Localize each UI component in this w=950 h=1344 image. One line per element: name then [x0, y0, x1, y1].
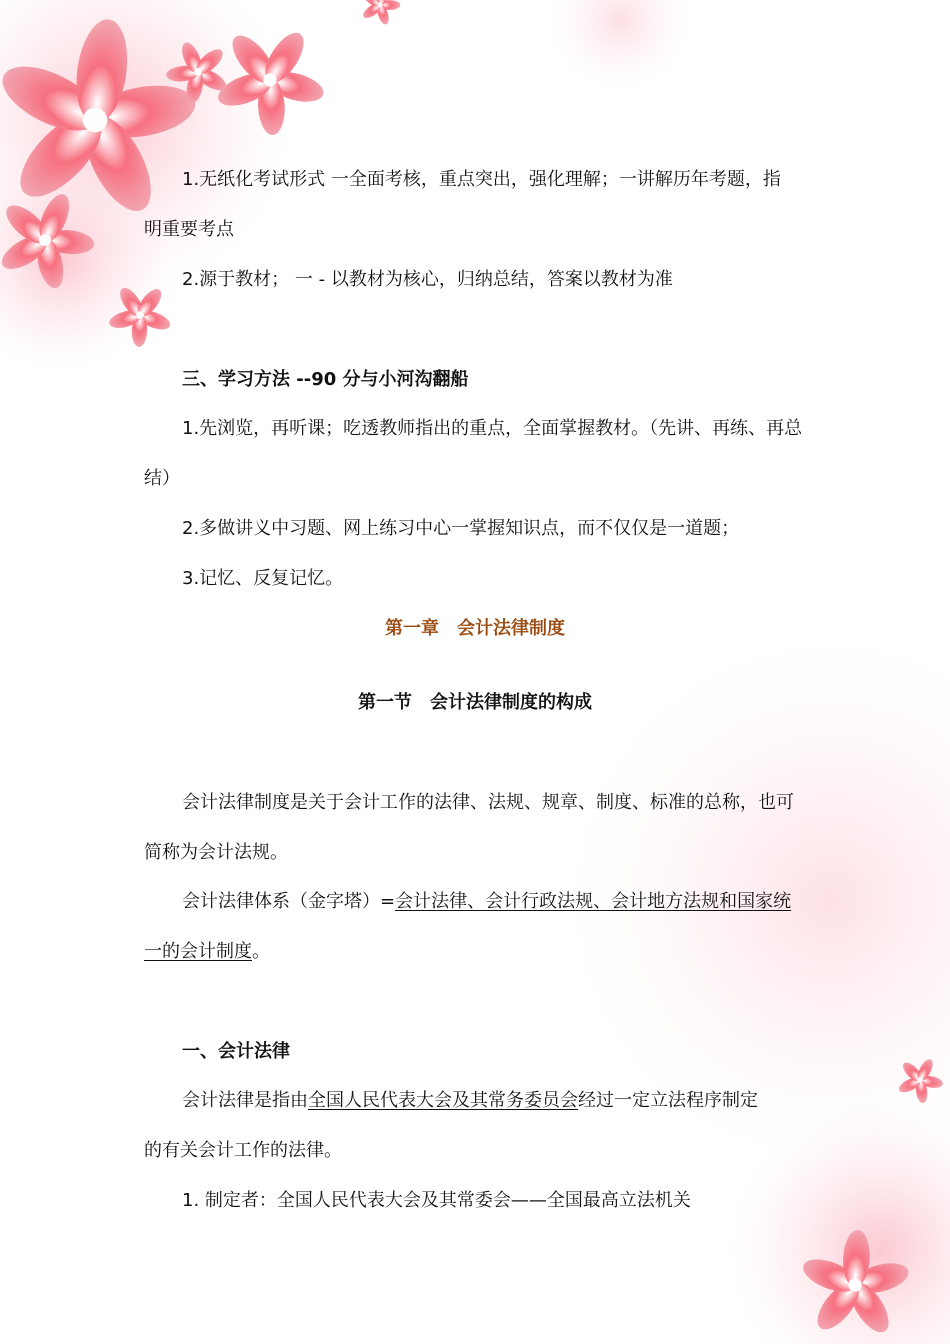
text-run: 会计法律是指由	[182, 1090, 308, 1111]
paragraph-line: 明重要考点	[144, 219, 234, 240]
section-title: 第一节 会计法律制度的构成	[358, 692, 592, 713]
text-run: 会计法律体系（金字塔）=	[182, 891, 396, 912]
paragraph-line: 1.先浏览，再听课；吃透教师指出的重点，全面掌握教材。（先讲、再练、再总	[182, 418, 803, 439]
paragraph-line: 的有关会计工作的法律。	[144, 1140, 342, 1161]
chapter-title: 第一章 会计法律制度	[385, 618, 565, 639]
paragraph-line: 简称为会计法规。	[144, 842, 288, 863]
paragraph-line: 3.记忆、反复记忆。	[182, 568, 344, 589]
paragraph-line: 1.无纸化考试形式 一全面考核，重点突出，强化理解；一讲解历年考题，指	[182, 169, 781, 190]
paragraph-line: 2.源于教材； 一 - 以教材为核心，归纳总结，答案以教材为准	[182, 269, 673, 290]
text-run: 。	[252, 941, 270, 962]
text-run: 经过一定立法程序制定	[578, 1090, 758, 1111]
paragraph-line: 1. 制定者：全国人民代表大会及其常委会——全国最高立法机关	[182, 1190, 691, 1211]
paragraph-line: 2.多做讲义中习题、网上练习中心一掌握知识点，而不仅仅是一道题；	[182, 518, 740, 539]
paragraph-line	[144, 939, 808, 965]
underlined-text: 全国人民代表大会及其常务委员会	[308, 1090, 578, 1111]
heading-accounting-law: 一、会计法律	[182, 1041, 290, 1062]
paragraph-line	[182, 889, 808, 915]
underlined-text: 一的会计制度	[144, 941, 252, 962]
heading-study-method: 三、学习方法 --90 分与小河沟翻船	[182, 369, 469, 390]
paragraph-line: 会计法律制度是关于会计工作的法律、法规、规章、制度、标准的总称，也可	[182, 792, 794, 813]
paragraph-line	[182, 1088, 808, 1114]
underlined-text: 会计法律、会计行政法规、会计地方法规和国家统	[395, 891, 792, 912]
paragraph-line: 结）	[144, 468, 180, 489]
